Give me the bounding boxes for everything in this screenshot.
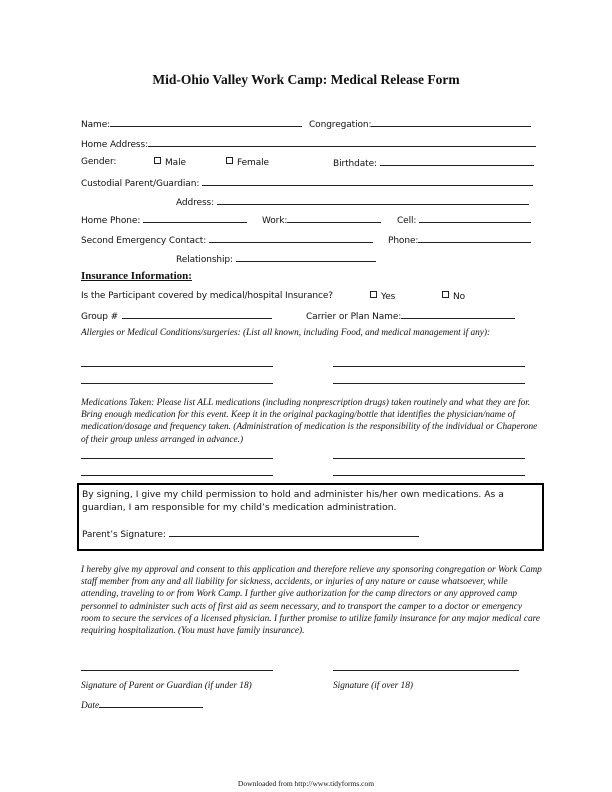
medications-line[interactable] bbox=[333, 458, 525, 459]
custodial-row bbox=[81, 177, 533, 189]
home-phone-label: Home Phone: bbox=[81, 216, 141, 226]
home-phone-row bbox=[81, 214, 247, 226]
carrier-row bbox=[306, 310, 515, 322]
date-field[interactable] bbox=[99, 699, 203, 708]
male-option[interactable] bbox=[154, 157, 186, 168]
second-contact-row bbox=[81, 234, 373, 246]
insurance-heading: Insurance Information: bbox=[81, 270, 192, 282]
allergies-instructions: Allergies or Medical Conditions/surgeries: (List all known, including Food, and medical management if any): bbox=[81, 328, 491, 338]
cell-field[interactable] bbox=[419, 214, 531, 223]
medications-line[interactable] bbox=[81, 475, 273, 476]
medications-line[interactable] bbox=[81, 458, 273, 459]
phone-field[interactable] bbox=[418, 234, 531, 243]
cell-label: Cell: bbox=[397, 216, 417, 226]
group-field[interactable] bbox=[122, 310, 272, 319]
date-label: Date bbox=[81, 701, 100, 711]
yes-label: Yes bbox=[381, 292, 396, 302]
medications-instructions: Medications Taken: Please list ALL medications (including nonprescription drugs) taken routinely and what they are for. Bring enough medication for this event. Keep it in the original packaging/bottle that identifies the physician/name of medication/dosage and frequency taken. (Administration of medication is the responsibility of the individual or Chaperone of their group unless arranged in advance.) bbox=[81, 398, 538, 445]
name-row bbox=[81, 118, 302, 130]
work-field[interactable] bbox=[287, 214, 381, 223]
date-row bbox=[81, 699, 203, 712]
relationship-label: Relationship: bbox=[176, 255, 233, 265]
home-address-field[interactable] bbox=[148, 138, 536, 147]
no-label: No bbox=[453, 292, 466, 302]
address-row bbox=[176, 196, 529, 208]
parent-signature-label: Parent’s Signature: bbox=[82, 530, 166, 540]
parent-guardian-signature-label: Signature of Parent or Guardian (if under 18) bbox=[81, 681, 252, 691]
insurance-question: Is the Participant covered by medical/hospital Insurance? bbox=[81, 291, 333, 301]
cell-row bbox=[397, 214, 531, 226]
group-row bbox=[81, 310, 272, 322]
work-label: Work: bbox=[262, 216, 288, 226]
participant-signature-line[interactable] bbox=[333, 670, 519, 671]
consent-text: I hereby give my approval and consent to this application and therefore relieve any sponsoring congregation or Work Camp staff member from any and all liability for sickness, accidents, or injuries of any nature or cause whatsoever, while attending, traveling to or from Work Camp. I further give authorization for the camp directors or any approved camp personnel to administer such acts of first aid as seem necessary, and to transport the camper to a doctor or emergency room to secure the services of a licensed physician. I further promise to utilize family insurance for any major medical care requiring hospitalization. (You must have family insurance). bbox=[81, 565, 542, 637]
parent-signature-field[interactable] bbox=[169, 528, 419, 537]
no-checkbox[interactable] bbox=[442, 291, 449, 298]
relationship-row bbox=[176, 253, 376, 265]
congregation-row bbox=[309, 118, 531, 130]
work-row bbox=[262, 214, 381, 226]
participant-signature-label: Signature (if over 18) bbox=[333, 681, 413, 691]
female-checkbox[interactable] bbox=[226, 157, 233, 164]
group-label: Group # bbox=[81, 312, 119, 322]
home-address-label: Home Address: bbox=[81, 140, 149, 150]
allergies-line[interactable] bbox=[81, 366, 273, 367]
footer-download-note: Downloaded from http://www.tidyforms.com bbox=[237, 779, 375, 788]
medications-line[interactable] bbox=[333, 475, 525, 476]
permission-text: By signing, I give my child permission to hold and administer his/her own medications. As a guardian, I am responsible for my child’s medication administration. bbox=[82, 489, 504, 513]
allergies-line[interactable] bbox=[333, 366, 525, 367]
address-field[interactable] bbox=[217, 196, 529, 205]
male-label: Male bbox=[165, 158, 186, 168]
phone-row bbox=[388, 234, 531, 246]
carrier-label: Carrier or Plan Name: bbox=[306, 312, 402, 322]
address-label: Address: bbox=[176, 198, 215, 208]
allergies-line[interactable] bbox=[333, 383, 525, 384]
yes-option[interactable] bbox=[370, 291, 395, 302]
parent-signature-row bbox=[82, 528, 419, 540]
name-field[interactable] bbox=[110, 118, 302, 127]
congregation-field[interactable] bbox=[371, 118, 531, 127]
home-address-row bbox=[81, 138, 536, 150]
custodial-field[interactable] bbox=[202, 177, 533, 186]
home-phone-field[interactable] bbox=[143, 214, 247, 223]
phone-label: Phone: bbox=[388, 236, 419, 246]
allergies-line[interactable] bbox=[81, 383, 273, 384]
birthdate-field[interactable] bbox=[380, 157, 534, 166]
no-option[interactable] bbox=[442, 291, 465, 302]
male-checkbox[interactable] bbox=[154, 157, 161, 164]
carrier-field[interactable] bbox=[401, 310, 515, 319]
female-label: Female bbox=[237, 158, 269, 168]
congregation-label: Congregation: bbox=[309, 120, 372, 130]
birthdate-row bbox=[333, 157, 534, 169]
birthdate-label: Birthdate: bbox=[333, 159, 377, 169]
page-title: Mid-Ohio Valley Work Camp: Medical Release Form bbox=[152, 72, 460, 87]
name-label: Name: bbox=[81, 120, 111, 130]
parent-guardian-signature-line[interactable] bbox=[81, 670, 273, 671]
relationship-field[interactable] bbox=[236, 253, 376, 262]
custodial-label: Custodial Parent/Guardian: bbox=[81, 179, 200, 189]
second-contact-field[interactable] bbox=[209, 234, 373, 243]
gender-label: Gender: bbox=[81, 157, 117, 167]
yes-checkbox[interactable] bbox=[370, 291, 377, 298]
female-option[interactable] bbox=[226, 157, 269, 168]
second-contact-label: Second Emergency Contact: bbox=[81, 236, 207, 246]
